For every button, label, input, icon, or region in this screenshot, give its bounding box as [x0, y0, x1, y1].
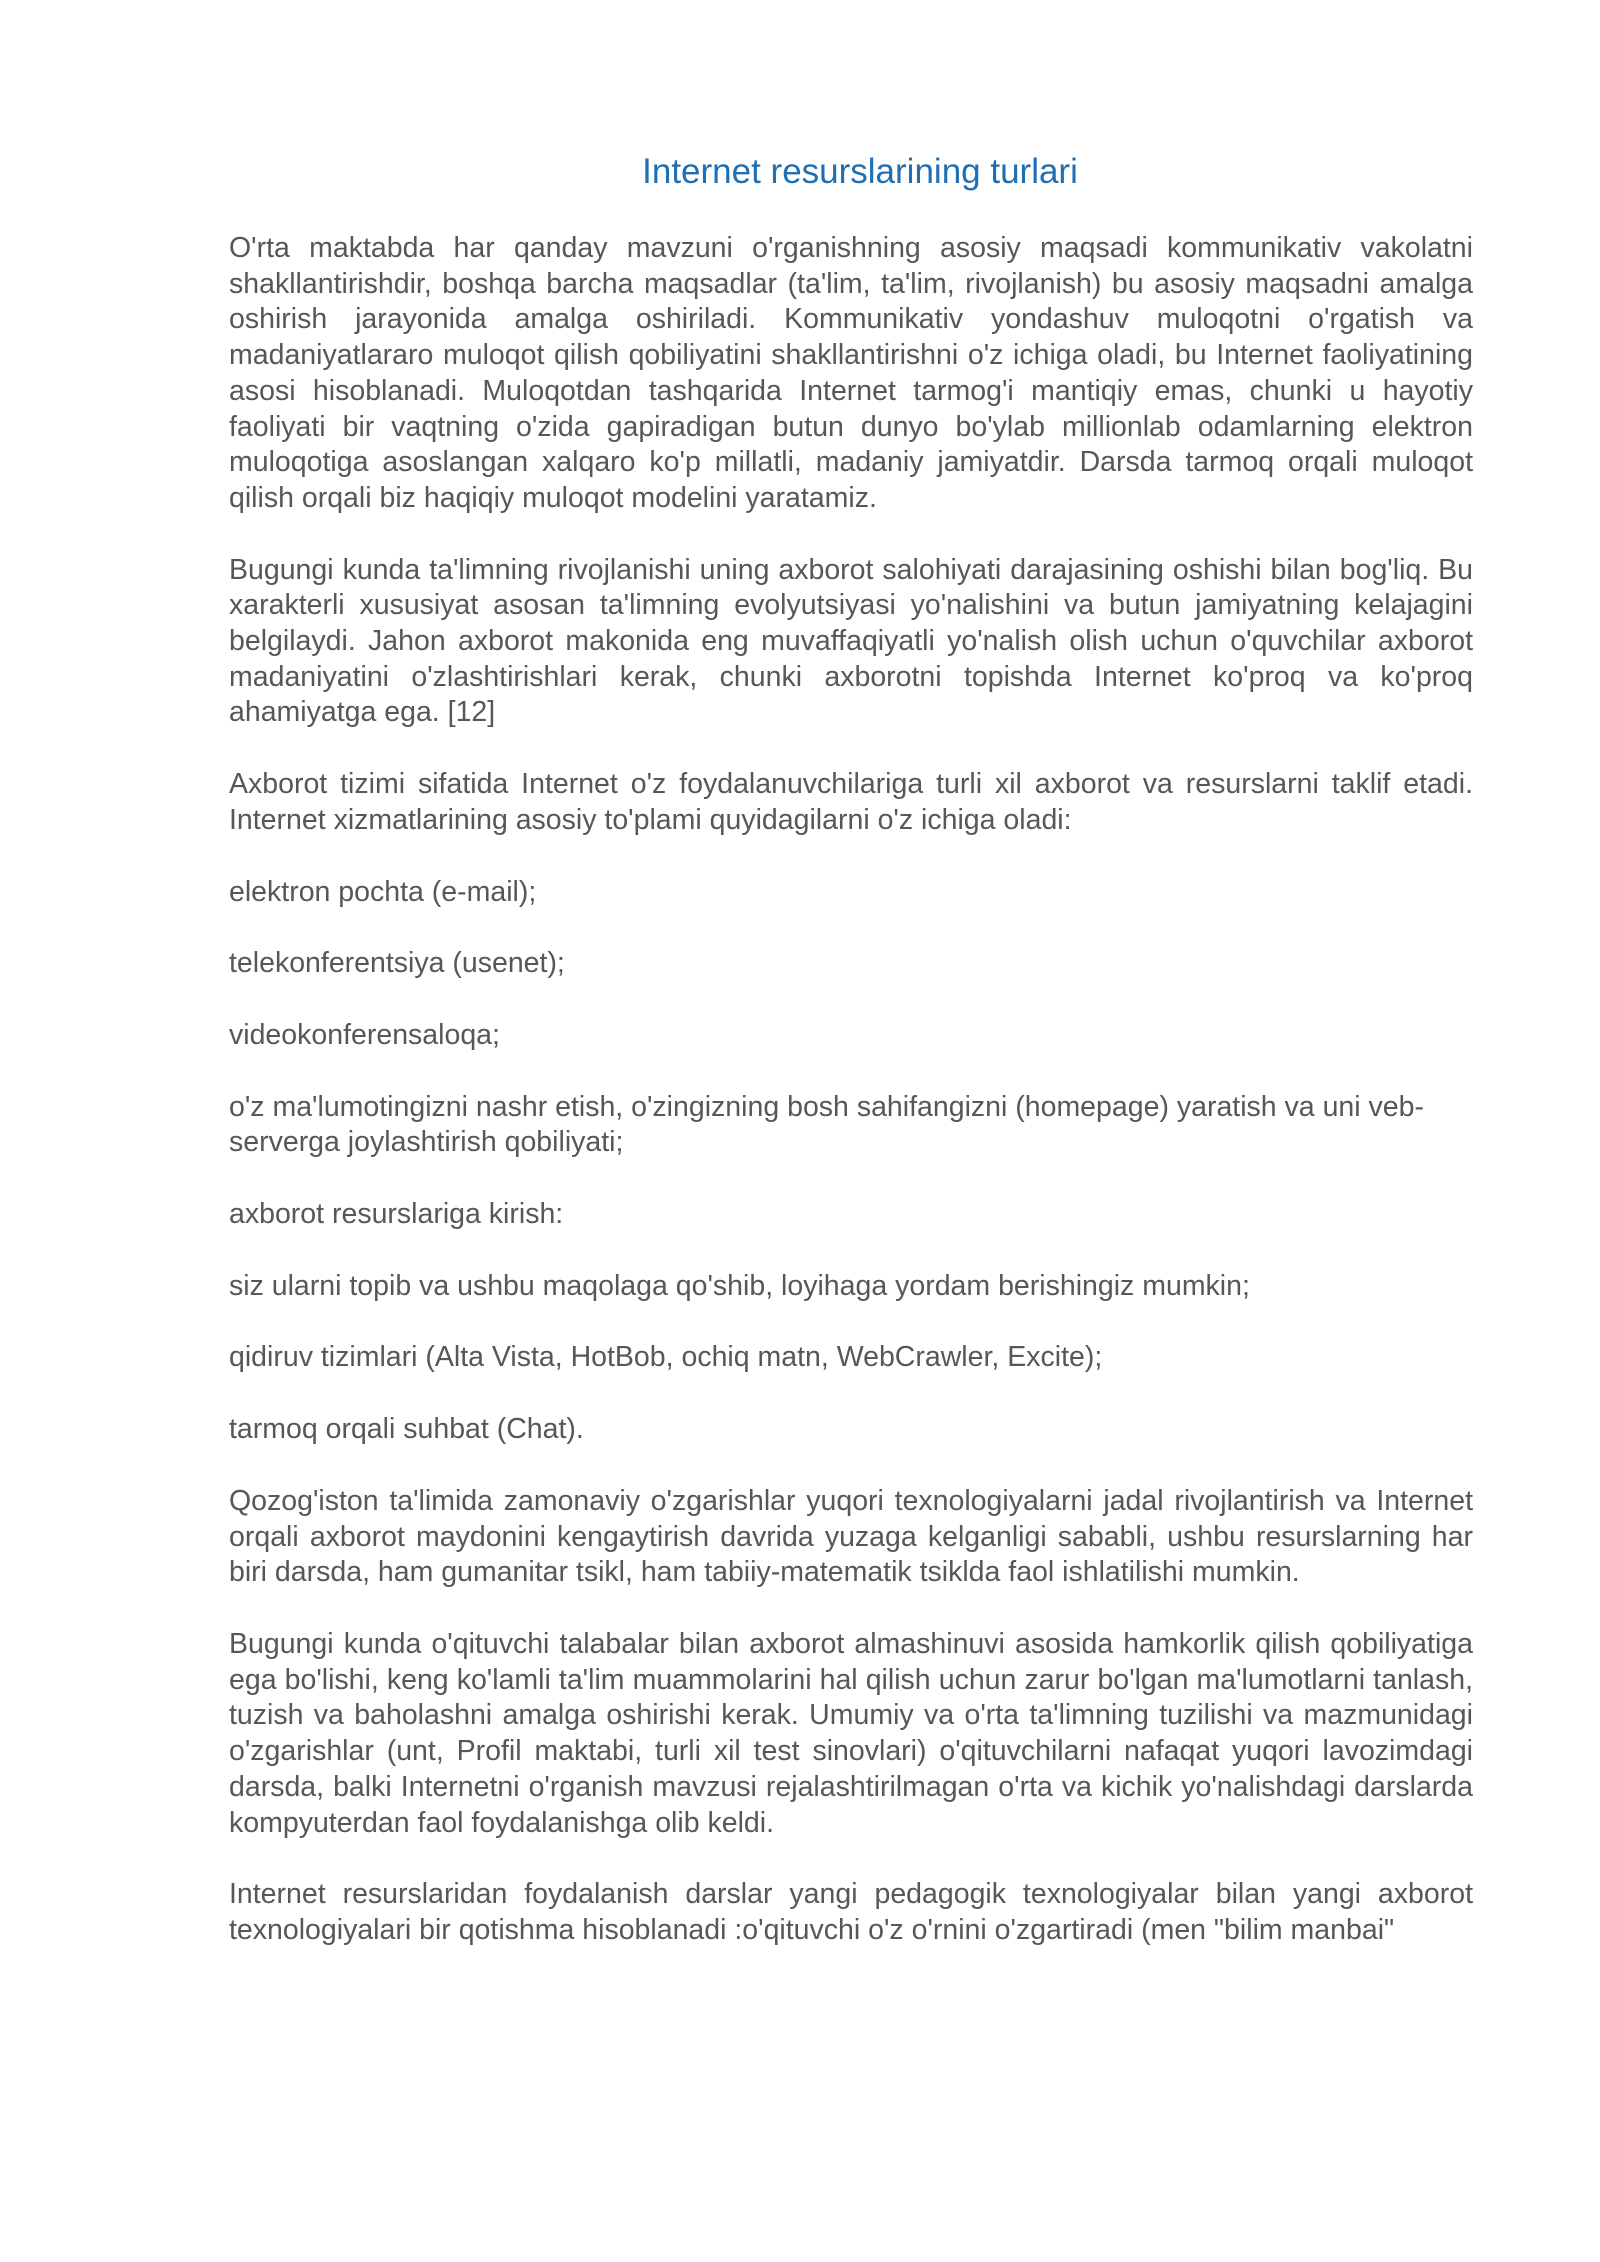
- paragraph-kazakhstan-education: Qozog'iston ta'limida zamonaviy o'zgarishlar yuqori texnologiyalarni jadal rivojlantirish va Internet orqali axborot maydonini kengaytirish davrida yuzaga kelganligi sababli, ushbu resurslarning har biri darsda, ham gumanitar tsikl, ham tabiiy-matematik tsiklda faol ishlatilishi mumkin.: [229, 1484, 1473, 1589]
- list-item-homepage-publishing: o'z ma'lumotingizni nashr etish, o'zingizning bosh sahifangizni (homepage) yaratish va uni veb-serverga joylashtirish qobiliyati;: [229, 1090, 1424, 1159]
- list-item-videoconference: videokonferensaloqa;: [229, 1018, 500, 1051]
- page-title: Internet resurslarining turlari: [642, 152, 1078, 191]
- document-body: [229, 231, 1473, 1985]
- paragraph-intro: O'rta maktabda har qanday mavzuni o'rganishning asosiy maqsadi kommunikativ vakolatni shakllantirishdir, boshqa barcha maqsadlar (ta'lim, ta'lim, rivojlanish) bu asosiy maqsadni amalga oshirish jarayonida amalga oshiriladi. Kommunikativ yondashuv muloqotni o'rgatish va madaniyatlararo muloqot qilish qobiliyatini shakllantirishni o'z ichiga oladi, bu Internet faoliyatining asosi hisoblanadi. Muloqotdan tashqarida Internet tarmog'i mantiqiy emas, chunki u hayotiy faoliyati bir vaqtning o'zida gapiradigan butun dunyo bo'ylab millionlab odamlarning elektron muloqotiga asoslangan xalqaro ko'p millatli, madaniy jamiyatdir. Darsda tarmoq orqali muloqot qilish orqali biz haqiqiy muloqot modelini yaratamiz.: [229, 232, 1473, 514]
- list-item-information-resources: axborot resurslariga kirish:: [229, 1198, 564, 1231]
- list-item-chat: tarmoq orqali suhbat (Chat).: [229, 1413, 584, 1446]
- paragraph-teacher-role: Bugungi kunda o'qituvchi talabalar bilan axborot almashinuvi asosida hamkorlik qilish qobiliyatiga ega bo'lishi, keng ko'lamli ta'lim muammolarini hal qilish uchun zarur bo'lgan ma'lumotlarni tanlash, tuzish va baholashni amalga oshirishi kerak. Umumiy va o'rta ta'limning tuzilishi va mazmunidagi o'zgarishlar (unt, Profil maktabi, turli xil test sinovlari) o'qituvchilarni nafaqat yuqori lavozimdagi darsda, balki Internetni o'rganish mavzusi rejalashtirilmagan o'rta va kichik yo'nalishdagi darslarda kompyuterdan faol foydalanishga olib keldi.: [229, 1627, 1473, 1839]
- list-item-email: elektron pochta (e-mail);: [229, 875, 537, 908]
- paragraph-education-development: Bugungi kunda ta'limning rivojlanishi uning axborot salohiyati darajasining oshishi bilan bog'liq. Bu xarakterli xususiyat asosan ta'limning evolyutsiyasi yo'nalishini va butun jamiyatning kelajagini belgilaydi. Jahon axborot makonida eng muvaffaqiyatli yo'nalish olish uchun o'quvchilar axborot madaniyatini o'zlashtirishlari kerak, chunki axborotni topishda Internet ko'proq va ko'proq ahamiyatga ega. [12]: [229, 553, 1473, 729]
- list-item-search-engines: qidiruv tizimlari (Alta Vista, HotBob, ochiq matn, WebCrawler, Excite);: [229, 1341, 1103, 1374]
- list-item-project-contribution: siz ularni topib va ushbu maqolaga qo'shib, loyihaga yordam berishingiz mumkin;: [229, 1269, 1250, 1302]
- paragraph-internet-lessons: Internet resurslaridan foydalanish darslar yangi pedagogik texnologiyalar bilan yangi axborot texnologiyalari bir qotishma hisoblanadi :o'qituvchi o'z o'rnini o'zgartiradi (men "bilim manbai": [229, 1878, 1473, 1946]
- list-item-teleconference: telekonferentsiya (usenet);: [229, 947, 565, 980]
- paragraph-internet-services: Axborot tizimi sifatida Internet o'z foydalanuvchilariga turli xil axborot va resurslarni taklif etadi. Internet xizmatlarining asosiy to'plami quyidagilarni o'z ichiga oladi:: [229, 768, 1473, 836]
